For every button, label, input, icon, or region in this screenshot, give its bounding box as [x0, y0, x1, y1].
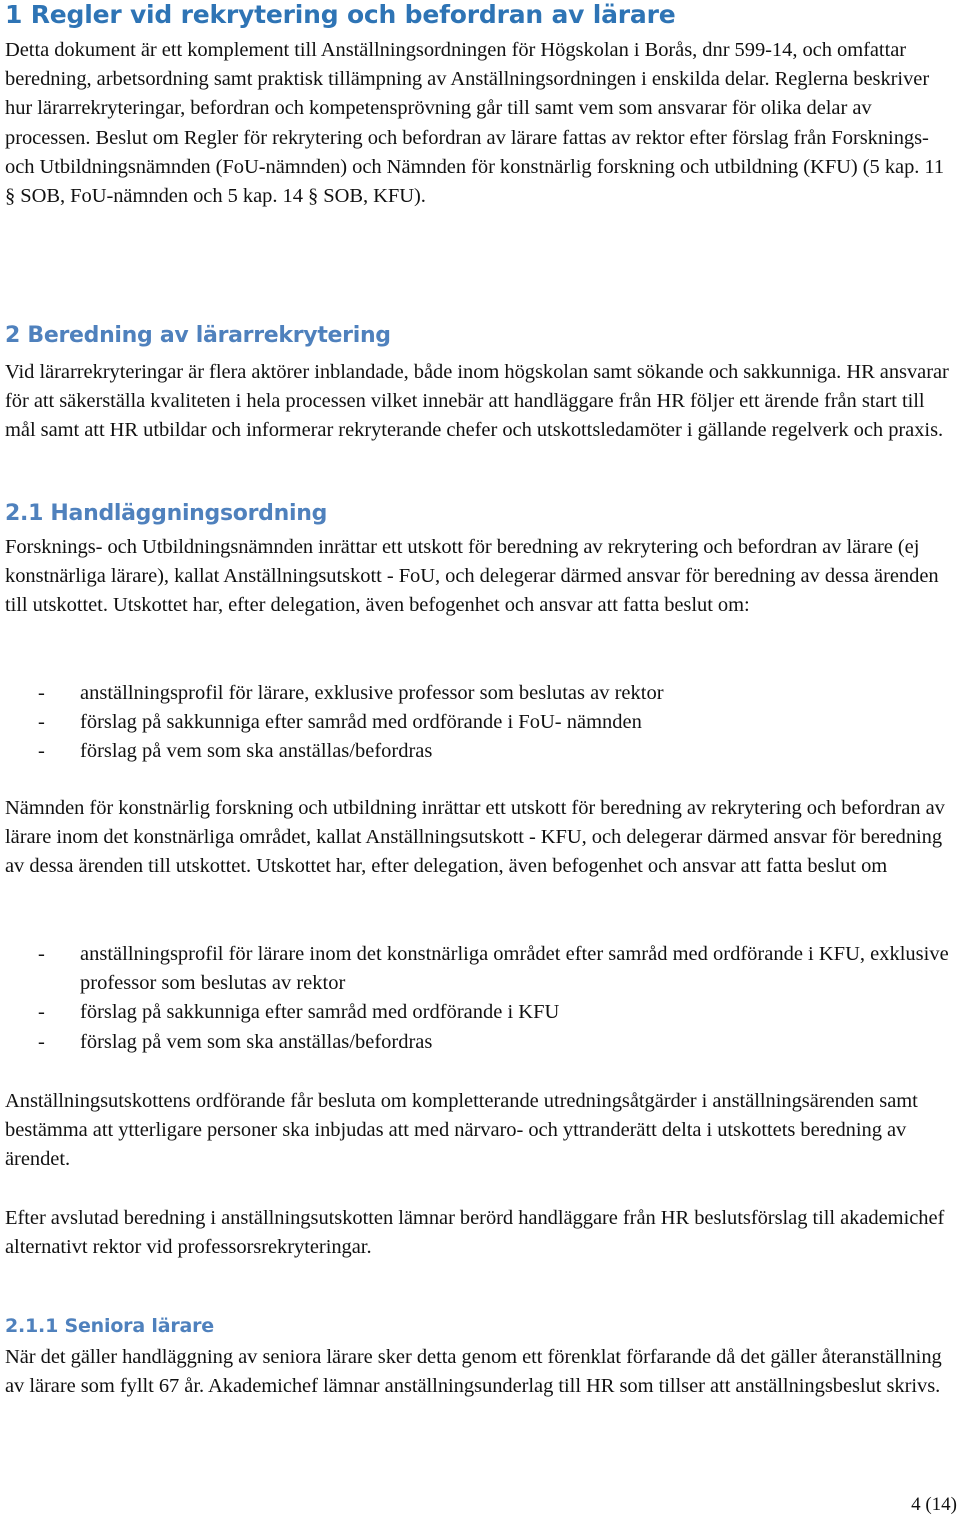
list-dash: -: [38, 711, 45, 734]
section-2-1-paragraph-4: Efter avslutad beredning i anställningsutskotten lämnar berörd handläggare från HR beslutsförslag till akademichef alternativt rektor vid professorsrekryteringar.: [5, 1207, 945, 1259]
delegation-list-kfu: [5, 940, 955, 1057]
section-2-1-paragraph-1: Forsknings- och Utbildningsnämnden inrättar ett utskott för beredning av rekrytering och befordran av lärare (ej konstnärliga lärare), kallat Anställningsutskott - FoU, och delegerar därmed ansvar för beredning av dessa ärenden till utskottet. Utskottet har, efter delegation, även befogenhet och ansvar att fatta beslut om:: [5, 536, 939, 617]
list-dash: -: [38, 740, 45, 763]
list-dash: -: [38, 682, 45, 704]
section-2-1-paragraph-2: Nämnden för konstnärlig forskning och utbildning inrättar ett utskott för beredning av rekrytering och befordran av lärare inom det konstnärliga området, kallat Anställningsutskott - KFU, och delegerar därmed ansvar för beredning av dessa ärenden till utskottet. Utskottet har, efter delegation, även befogenhet och ansvar att fatta beslut om: [5, 797, 945, 878]
list-item: - förslag på sakkunniga efter samråd med ordförande i KFU: [5, 998, 955, 1027]
delegation-list-fou: [5, 679, 955, 767]
section-2-1-1-paragraph: När det gäller handläggning av seniora lärare sker detta genom ett förenklat förfarande då det gäller återanställning av lärare som fyllt 67 år. Akademichef lämnar anställningsunderlag till HR som tillser att anställningsbeslut skrivs.: [5, 1346, 942, 1398]
page-number: 4 (14): [911, 1494, 957, 1515]
list-item: - förslag på vem som ska anställas/befordras: [5, 1028, 955, 1057]
list-dash: -: [38, 1030, 45, 1053]
list-item: - förslag på sakkunniga efter samråd med ordförande i FoU- nämnden: [5, 708, 955, 737]
section-1-heading: 1 Regler vid rekrytering och befordran av lärare: [5, 0, 676, 29]
list-item: - anställningsprofil för lärare, exklusive professor som beslutas av rektor: [5, 679, 955, 708]
section-2-1-paragraph-3: Anställningsutskottens ordförande får besluta om kompletterande utredningsåtgärder i anställningsärenden samt bestämma att ytterligare personer ska inbjudas att med närvaro- och yttranderätt delta i utskottets beredning av ärendet.: [5, 1090, 918, 1171]
section-2-1-1-heading: 2.1.1 Seniora lärare: [5, 1315, 214, 1337]
section-2-1-heading: 2.1 Handläggningsordning: [5, 501, 328, 526]
section-2-paragraph: Vid lärarrekryteringar är flera aktörer inblandade, både inom högskolan samt sökande och sakkunniga. HR ansvarar för att säkerställa kvaliteten i hela processen vilket innebär att handläggare från HR följer ett ärende från start till mål samt att HR utbildar och informerar rekryterande chefer och utskottsledamöter i gällande regelverk och praxis.: [5, 361, 949, 442]
list-dash: -: [38, 1001, 45, 1024]
list-item: - anställningsprofil för lärare inom det konstnärliga området efter samråd med ordförande i KFU, exklusive professor som beslutas av rektor: [5, 940, 955, 998]
list-item: - förslag på vem som ska anställas/befordras: [5, 737, 955, 766]
section-1-paragraph: Detta dokument är ett komplement till Anställningsordningen för Högskolan i Borås, dnr 599-14, och omfattar beredning, arbetsordning samt praktisk tillämpning av Anställningsordningen i enskilda delar. Reglerna beskriver hur lärarrekryteringar, befordran och kompetensprövning går till samt vem som ansvarar för olika delar av processen. Beslut om Regler för rekrytering och befordran av lärare fattas av rektor efter förslag från Forsknings- och Utbildningsnämnden (FoU-nämnden) och Nämnden för konstnärlig forskning och utbildning (KFU) (5 kap. 11 § SOB, FoU-nämnden och 5 kap. 14 § SOB, KFU).: [5, 39, 945, 208]
section-2-heading: 2 Beredning av lärarrekrytering: [5, 323, 391, 348]
list-dash: -: [38, 943, 45, 965]
